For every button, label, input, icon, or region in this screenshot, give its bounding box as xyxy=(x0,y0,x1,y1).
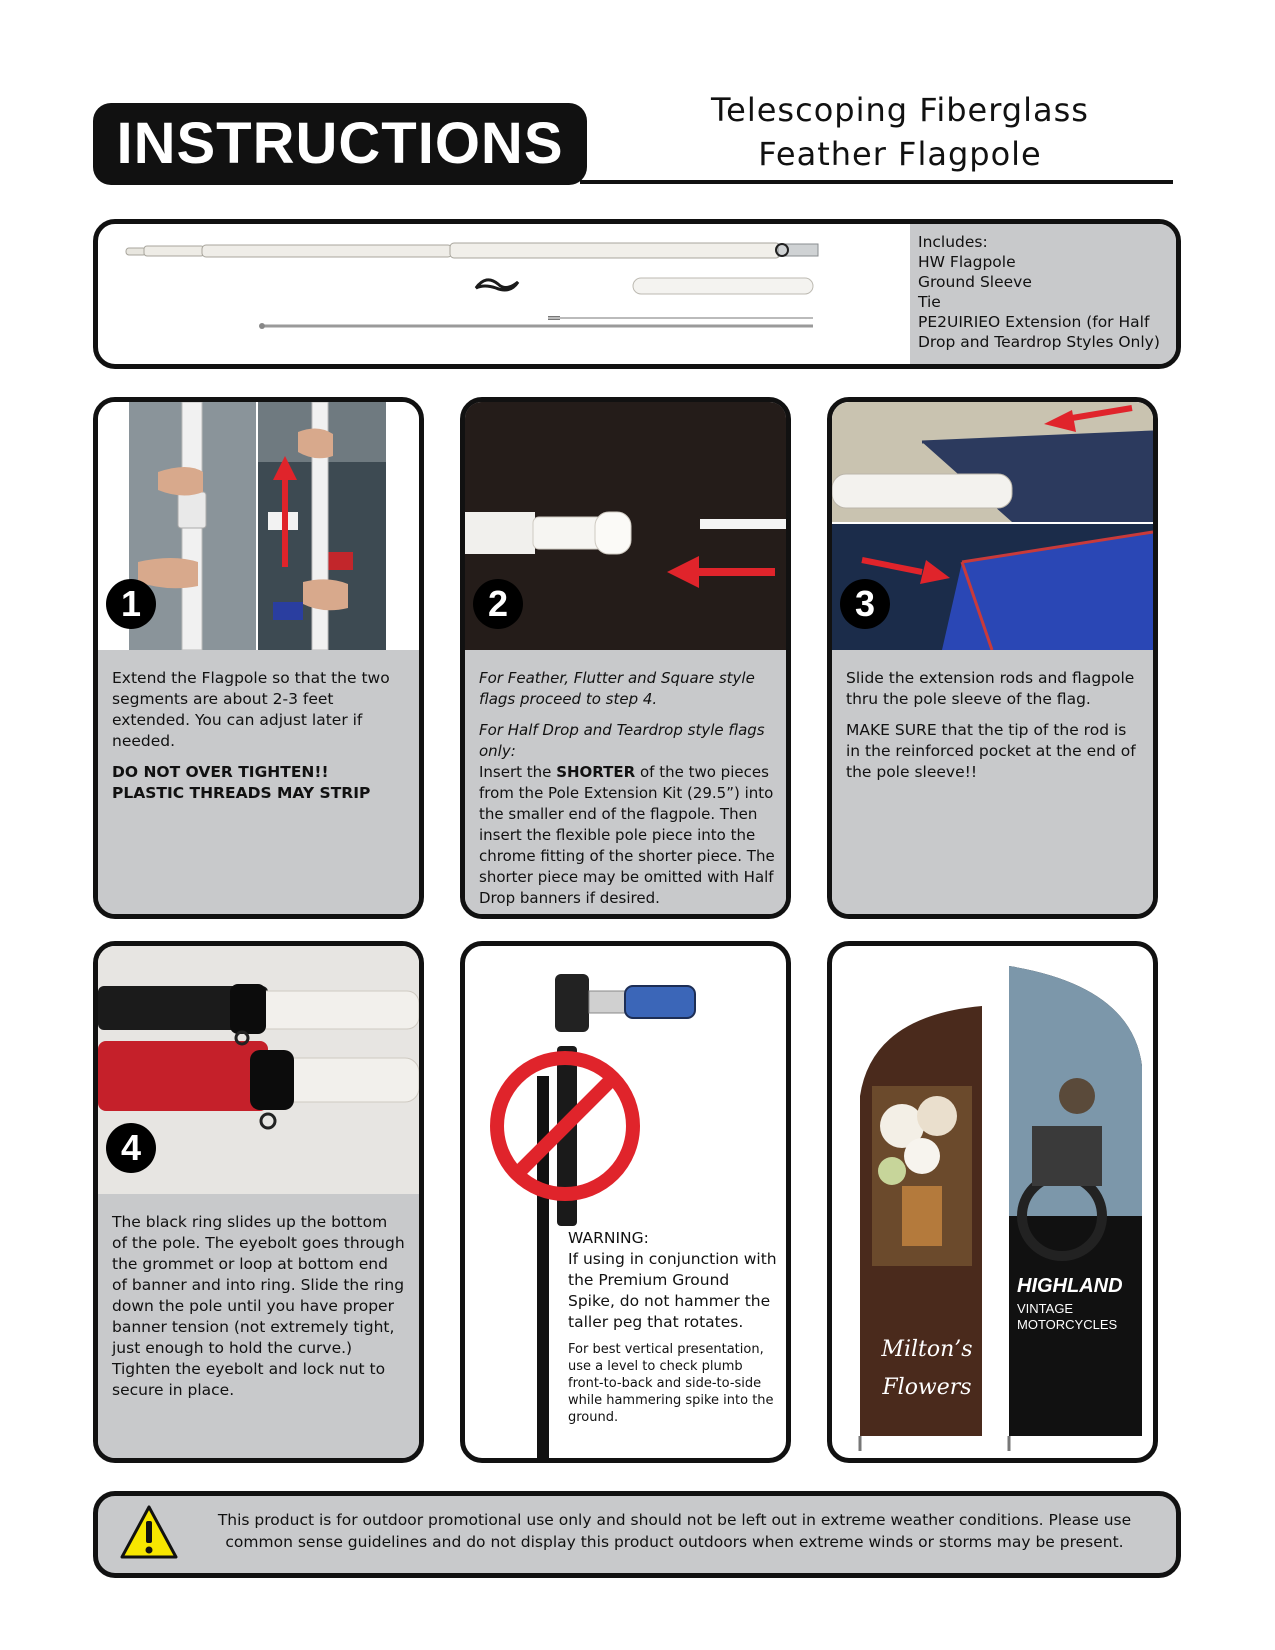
page-title: INSTRUCTIONS xyxy=(116,111,564,176)
includes-heading: Includes: xyxy=(918,233,988,251)
includes-box xyxy=(93,219,1181,369)
motorcycle-flag-line2: MOTORCYCLES xyxy=(1017,1317,1118,1332)
warning-body: If using in conjunction with the Premium Ground Spike, do not hammer the taller peg that rotates. xyxy=(568,1250,777,1331)
motorcycle-flag-brand: HIGHLAND xyxy=(1017,1275,1123,1297)
includes-item: HW Flagpole xyxy=(918,253,1016,271)
includes-item: Ground Sleeve xyxy=(918,273,1032,291)
level-tip: For best vertical presentation, use a level to check plumb front-to-back and side-to-side while hammering spike into the ground. xyxy=(568,1342,774,1425)
step-4-panel xyxy=(93,941,424,1463)
header-divider xyxy=(580,180,1173,184)
motorcycle-flag-line1: VINTAGE xyxy=(1017,1301,1074,1316)
includes-item: Tie xyxy=(918,293,941,311)
step-4-text-area xyxy=(98,1194,419,1458)
step-2-instruction xyxy=(479,762,778,909)
step-2-text-emphasis: SHORTER xyxy=(556,763,636,781)
product-name-line2: Feather Flagpole xyxy=(758,135,1042,173)
warning-triangle-icon xyxy=(120,1505,178,1559)
includes-list xyxy=(918,232,1168,352)
step-2-text-b: of the two pieces from the Pole Extension Kit (29.5”) into the smaller end of the flagpole. Then insert the flexible pole piece into the chrome fitting of the shorter piece. The shorter piece may be omitted with Half Drop banners if desired. xyxy=(479,763,775,907)
step-2-note: For Feather, Flutter and Square style flags proceed to step 4. xyxy=(479,669,755,708)
step-1-panel xyxy=(93,397,424,919)
step-1-caution-line2: PLASTIC THREADS MAY STRIP xyxy=(112,784,371,802)
step-2-panel xyxy=(460,397,791,919)
step-number-badge: 4 xyxy=(106,1123,156,1173)
step-1-caution-line1: DO NOT OVER TIGHTEN!! xyxy=(112,763,329,781)
product-name-line1: Telescoping Fiberglass xyxy=(711,91,1089,129)
step-2-text-a: Insert the xyxy=(479,763,557,781)
step-2-subheading: For Half Drop and Teardrop style flags only: xyxy=(479,721,765,760)
flowers-flag-text xyxy=(877,1331,977,1407)
step-3-instruction: Slide the extension rods and flagpole thru the pole sleeve of the flag. xyxy=(846,669,1135,708)
includes-item: Drop and Teardrop Styles Only) xyxy=(918,333,1160,351)
safety-warning-text: This product is for outdoor promotional use only and should not be left out in extreme weather conditions. Please use common sense guidelines and do not display this product outdoors when extreme winds or storms may be present. xyxy=(217,1511,1132,1551)
step-number-badge: 3 xyxy=(840,579,890,629)
step-number-badge: 2 xyxy=(473,579,523,629)
step-number-badge: 1 xyxy=(106,579,156,629)
step-1-instruction: Extend the Flagpole so that the two segments are about 2-3 feet extended. You can adjust later if needed. xyxy=(112,669,390,750)
flowers-flag-line1: Milton’s xyxy=(881,1337,973,1362)
step-3-text-area xyxy=(832,650,1153,914)
warning-title: WARNING: xyxy=(568,1229,649,1247)
step-3-caution: MAKE SURE that the tip of the rod is in the reinforced pocket at the end of the pole sleeve!! xyxy=(846,721,1136,781)
example-flags-panel xyxy=(827,941,1158,1463)
flowers-flag-line2: Flowers xyxy=(882,1375,972,1400)
step-4-instruction: The black ring slides up the bottom of the pole. The eyebolt goes through the grommet or loop at bottom end of banner and into ring. Slide the ring down the pole until you have proper banner tension (not extremely tight, just enough to hold the curve.) Tighten the eyebolt and lock nut to secure in place. xyxy=(112,1213,405,1399)
kit-parts-illustration xyxy=(98,224,908,354)
step-2-text-area xyxy=(465,650,786,914)
step-3-panel xyxy=(827,397,1158,919)
includes-panel xyxy=(910,224,1176,364)
safety-warning-bar xyxy=(93,1491,1181,1578)
hammer-warning-text xyxy=(568,1228,778,1426)
includes-item: PE2UIRIEO Extension (for Half xyxy=(918,313,1150,331)
product-name xyxy=(690,88,1110,176)
step-1-text-area xyxy=(98,650,419,914)
motorcycle-flag-text xyxy=(1017,1271,1142,1333)
hammer-warning-panel xyxy=(460,941,791,1463)
